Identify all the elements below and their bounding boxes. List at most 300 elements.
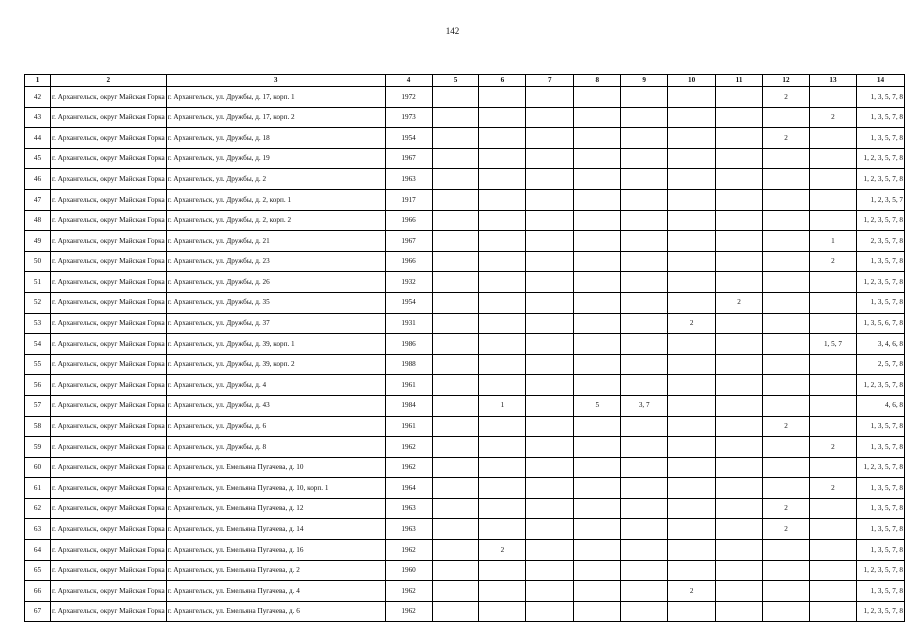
table-cell-col-5 — [432, 354, 479, 375]
table-cell-col-1: 59 — [25, 437, 51, 458]
table-cell-col-12 — [763, 169, 810, 190]
table-cell-col-2: г. Архангельск, округ Майская Горка — [50, 87, 166, 108]
table-cell-col-13 — [809, 395, 856, 416]
table-row — [25, 169, 905, 190]
table-cell-col-13 — [809, 498, 856, 519]
table-cell-col-14: 1, 3, 5, 7, 8 — [856, 87, 904, 108]
table-cell-col-14: 1, 3, 5, 7, 8 — [856, 498, 904, 519]
table-cell-col-10 — [668, 395, 716, 416]
table-cell-col-5 — [432, 128, 479, 149]
table-cell-col-4: 1984 — [385, 395, 432, 416]
table-cell-col-4: 1967 — [385, 231, 432, 252]
table-cell-col-9 — [621, 375, 668, 396]
table-cell-col-4: 1960 — [385, 560, 432, 581]
column-header-8: 8 — [574, 75, 621, 87]
table-cell-col-13: 2 — [809, 107, 856, 128]
table-cell-col-11 — [716, 210, 763, 231]
table-cell-col-6: 1 — [479, 395, 526, 416]
table-cell-col-7 — [526, 581, 574, 602]
table-cell-col-14: 1, 3, 5, 7, 8 — [856, 292, 904, 313]
table-cell-col-11 — [716, 231, 763, 252]
table-cell-col-2: г. Архангельск, округ Майская Горка — [50, 437, 166, 458]
column-header-3: 3 — [166, 75, 385, 87]
table-cell-col-1: 64 — [25, 540, 51, 561]
table-row — [25, 478, 905, 499]
table-cell-col-13 — [809, 375, 856, 396]
table-cell-col-6: 2 — [479, 540, 526, 561]
table-cell-col-9 — [621, 87, 668, 108]
column-header-12: 12 — [763, 75, 810, 87]
table-row — [25, 148, 905, 169]
table-cell-col-12 — [763, 581, 810, 602]
table-cell-col-3: г. Архангельск, ул. Емельяна Пугачева, д. 4 — [166, 581, 385, 602]
table-cell-col-1: 43 — [25, 107, 51, 128]
table-cell-col-12 — [763, 292, 810, 313]
table-cell-col-9 — [621, 313, 668, 334]
table-cell-col-1: 61 — [25, 478, 51, 499]
table-cell-col-2: г. Архангельск, округ Майская Горка — [50, 334, 166, 355]
table-cell-col-3: г. Архангельск, ул. Емельяна Пугачева, д. 16 — [166, 540, 385, 561]
table-cell-col-7 — [526, 519, 574, 540]
table-cell-col-8 — [574, 498, 621, 519]
table-cell-col-9 — [621, 457, 668, 478]
table-cell-col-12 — [763, 107, 810, 128]
table-cell-col-10 — [668, 272, 716, 293]
table-cell-col-8 — [574, 210, 621, 231]
table-cell-col-2: г. Архангельск, округ Майская Горка — [50, 498, 166, 519]
table-cell-col-14: 1, 2, 3, 5, 7, 8 — [856, 210, 904, 231]
table-cell-col-9 — [621, 251, 668, 272]
table-cell-col-13 — [809, 292, 856, 313]
table-cell-col-8 — [574, 375, 621, 396]
table-cell-col-10 — [668, 560, 716, 581]
table-cell-col-8 — [574, 148, 621, 169]
table-cell-col-3: г. Архангельск, ул. Емельяна Пугачева, д. 6 — [166, 601, 385, 622]
table-cell-col-14: 1, 2, 3, 5, 7, 8 — [856, 169, 904, 190]
table-cell-col-9 — [621, 210, 668, 231]
table-cell-col-12 — [763, 560, 810, 581]
table-cell-col-7 — [526, 128, 574, 149]
table-cell-col-11 — [716, 416, 763, 437]
table-cell-col-6 — [479, 334, 526, 355]
table-cell-col-6 — [479, 272, 526, 293]
table-cell-col-12: 2 — [763, 87, 810, 108]
table-cell-col-14: 4, 6, 8 — [856, 395, 904, 416]
table-cell-col-6 — [479, 354, 526, 375]
table-cell-col-11 — [716, 128, 763, 149]
table-cell-col-1: 67 — [25, 601, 51, 622]
column-header-9: 9 — [621, 75, 668, 87]
table-cell-col-5 — [432, 560, 479, 581]
table-cell-col-13 — [809, 148, 856, 169]
table-cell-col-4: 1954 — [385, 128, 432, 149]
table-cell-col-2: г. Архангельск, округ Майская Горка — [50, 272, 166, 293]
table-cell-col-14: 1, 2, 3, 5, 7, 8 — [856, 148, 904, 169]
table-cell-col-12 — [763, 601, 810, 622]
table-cell-col-12 — [763, 272, 810, 293]
table-cell-col-10 — [668, 148, 716, 169]
table-cell-col-5 — [432, 107, 479, 128]
table-row — [25, 313, 905, 334]
table-cell-col-3: г. Архангельск, ул. Емельяна Пугачева, д. 10 — [166, 457, 385, 478]
table-cell-col-14: 1, 3, 5, 7, 8 — [856, 581, 904, 602]
table-cell-col-5 — [432, 231, 479, 252]
table-cell-col-6 — [479, 375, 526, 396]
table-cell-col-1: 54 — [25, 334, 51, 355]
table-cell-col-6 — [479, 169, 526, 190]
table-cell-col-12 — [763, 313, 810, 334]
table-cell-col-4: 1961 — [385, 375, 432, 396]
table-cell-col-9: 3, 7 — [621, 395, 668, 416]
table-cell-col-6 — [479, 601, 526, 622]
table-cell-col-4: 1967 — [385, 148, 432, 169]
table-cell-col-2: г. Архангельск, округ Майская Горка — [50, 395, 166, 416]
table-cell-col-4: 1932 — [385, 272, 432, 293]
table-cell-col-8 — [574, 87, 621, 108]
table-cell-col-9 — [621, 354, 668, 375]
table-cell-col-1: 52 — [25, 292, 51, 313]
column-header-6: 6 — [479, 75, 526, 87]
table-cell-col-8 — [574, 107, 621, 128]
table-cell-col-7 — [526, 251, 574, 272]
table-cell-col-5 — [432, 519, 479, 540]
table-row — [25, 189, 905, 210]
table-cell-col-8 — [574, 457, 621, 478]
table-cell-col-13 — [809, 581, 856, 602]
table-cell-col-2: г. Архангельск, округ Майская Горка — [50, 128, 166, 149]
table-cell-col-14: 1, 3, 5, 7, 8 — [856, 519, 904, 540]
table-cell-col-14: 1, 3, 5, 7, 8 — [856, 128, 904, 149]
table-row — [25, 437, 905, 458]
table-cell-col-3: г. Архангельск, ул. Дружбы, д. 17, корп. 2 — [166, 107, 385, 128]
table-cell-col-8 — [574, 169, 621, 190]
page-number: 142 — [445, 26, 460, 36]
table-cell-col-9 — [621, 581, 668, 602]
table-cell-col-5 — [432, 272, 479, 293]
table-cell-col-13 — [809, 87, 856, 108]
table-cell-col-9 — [621, 437, 668, 458]
table-cell-col-7 — [526, 457, 574, 478]
table-cell-col-5 — [432, 416, 479, 437]
table-cell-col-9 — [621, 478, 668, 499]
table-cell-col-11 — [716, 148, 763, 169]
table-cell-col-10 — [668, 601, 716, 622]
table-cell-col-12 — [763, 437, 810, 458]
table-row — [25, 334, 905, 355]
table-cell-col-6 — [479, 148, 526, 169]
table-cell-col-4: 1972 — [385, 87, 432, 108]
table-cell-col-11 — [716, 478, 763, 499]
table-cell-col-5 — [432, 540, 479, 561]
table-cell-col-11 — [716, 395, 763, 416]
table-cell-col-1: 53 — [25, 313, 51, 334]
table-cell-col-3: г. Архангельск, ул. Дружбы, д. 21 — [166, 231, 385, 252]
table-cell-col-10 — [668, 251, 716, 272]
table-cell-col-5 — [432, 87, 479, 108]
table-cell-col-7 — [526, 231, 574, 252]
table-cell-col-11 — [716, 107, 763, 128]
table-cell-col-12 — [763, 478, 810, 499]
table-cell-col-2: г. Архангельск, округ Майская Горка — [50, 375, 166, 396]
table-cell-col-3: г. Архангельск, ул. Емельяна Пугачева, д. 2 — [166, 560, 385, 581]
table-cell-col-1: 65 — [25, 560, 51, 581]
table-cell-col-2: г. Архангельск, округ Майская Горка — [50, 107, 166, 128]
table-cell-col-7 — [526, 601, 574, 622]
table-cell-col-13 — [809, 416, 856, 437]
table-cell-col-11 — [716, 251, 763, 272]
table-cell-col-5 — [432, 148, 479, 169]
column-header-2: 2 — [50, 75, 166, 87]
table-cell-col-2: г. Архангельск, округ Майская Горка — [50, 169, 166, 190]
table-cell-col-3: г. Архангельск, ул. Дружбы, д. 8 — [166, 437, 385, 458]
table-cell-col-7 — [526, 272, 574, 293]
table-cell-col-8 — [574, 540, 621, 561]
header-row — [25, 75, 905, 87]
table-cell-col-14: 1, 3, 5, 7, 8 — [856, 251, 904, 272]
table-cell-col-10 — [668, 169, 716, 190]
table-cell-col-14: 2, 3, 5, 7, 8 — [856, 231, 904, 252]
table-cell-col-1: 63 — [25, 519, 51, 540]
table-cell-col-10 — [668, 87, 716, 108]
table-cell-col-1: 60 — [25, 457, 51, 478]
table-cell-col-10 — [668, 231, 716, 252]
table-cell-col-13 — [809, 601, 856, 622]
table-cell-col-12: 2 — [763, 519, 810, 540]
table-cell-col-14: 1, 3, 5, 7, 8 — [856, 437, 904, 458]
table-cell-col-8 — [574, 189, 621, 210]
table-cell-col-12 — [763, 251, 810, 272]
table-cell-col-9 — [621, 540, 668, 561]
table-cell-col-5 — [432, 334, 479, 355]
table-cell-col-12: 2 — [763, 128, 810, 149]
table-cell-col-12 — [763, 231, 810, 252]
table-cell-col-13: 1, 5, 7 — [809, 334, 856, 355]
table-cell-col-4: 1963 — [385, 169, 432, 190]
table-cell-col-1: 46 — [25, 169, 51, 190]
table-cell-col-10 — [668, 334, 716, 355]
table-cell-col-2: г. Архангельск, округ Майская Горка — [50, 148, 166, 169]
table-cell-col-1: 62 — [25, 498, 51, 519]
table-cell-col-1: 66 — [25, 581, 51, 602]
table-cell-col-12 — [763, 354, 810, 375]
table-row — [25, 540, 905, 561]
table-cell-col-8 — [574, 251, 621, 272]
table-cell-col-14: 1, 3, 5, 7, 8 — [856, 416, 904, 437]
table-cell-col-6 — [479, 437, 526, 458]
table-cell-col-10 — [668, 292, 716, 313]
table-cell-col-11: 2 — [716, 292, 763, 313]
table-cell-col-7 — [526, 169, 574, 190]
table-cell-col-7 — [526, 313, 574, 334]
table-cell-col-11 — [716, 581, 763, 602]
table-cell-col-3: г. Архангельск, ул. Дружбы, д. 35 — [166, 292, 385, 313]
table-cell-col-11 — [716, 437, 763, 458]
table-cell-col-8 — [574, 272, 621, 293]
table-cell-col-6 — [479, 416, 526, 437]
table-cell-col-13 — [809, 560, 856, 581]
table-cell-col-10 — [668, 540, 716, 561]
table-cell-col-3: г. Архангельск, ул. Емельяна Пугачева, д. 14 — [166, 519, 385, 540]
table-cell-col-11 — [716, 457, 763, 478]
table-cell-col-5 — [432, 313, 479, 334]
table-cell-col-9 — [621, 272, 668, 293]
table-cell-col-6 — [479, 107, 526, 128]
table-cell-col-1: 48 — [25, 210, 51, 231]
table-cell-col-1: 45 — [25, 148, 51, 169]
table-cell-col-4: 1917 — [385, 189, 432, 210]
table-cell-col-4: 1962 — [385, 581, 432, 602]
table-cell-col-11 — [716, 313, 763, 334]
table-cell-col-2: г. Архангельск, округ Майская Горка — [50, 189, 166, 210]
table-cell-col-1: 57 — [25, 395, 51, 416]
table-cell-col-5 — [432, 395, 479, 416]
table-cell-col-6 — [479, 87, 526, 108]
table-cell-col-11 — [716, 87, 763, 108]
table-row — [25, 87, 905, 108]
table-cell-col-8 — [574, 478, 621, 499]
table-cell-col-11 — [716, 498, 763, 519]
table-cell-col-3: г. Архангельск, ул. Дружбы, д. 39, корп. 2 — [166, 354, 385, 375]
table-cell-col-12: 2 — [763, 498, 810, 519]
table-cell-col-14: 1, 2, 3, 5, 7, 8 — [856, 457, 904, 478]
table-cell-col-2: г. Архангельск, округ Майская Горка — [50, 601, 166, 622]
table-cell-col-4: 1962 — [385, 457, 432, 478]
table-row — [25, 519, 905, 540]
table-cell-col-10 — [668, 107, 716, 128]
table-cell-col-9 — [621, 189, 668, 210]
table-cell-col-8 — [574, 519, 621, 540]
column-header-4: 4 — [385, 75, 432, 87]
table-cell-col-7 — [526, 375, 574, 396]
table-cell-col-3: г. Архангельск, ул. Дружбы, д. 17, корп. 1 — [166, 87, 385, 108]
table-cell-col-8 — [574, 601, 621, 622]
table-row — [25, 601, 905, 622]
column-header-1: 1 — [25, 75, 51, 87]
table-cell-col-3: г. Архангельск, ул. Дружбы, д. 26 — [166, 272, 385, 293]
table-cell-col-13 — [809, 519, 856, 540]
table-cell-col-5 — [432, 251, 479, 272]
table-cell-col-7 — [526, 292, 574, 313]
table-cell-col-11 — [716, 519, 763, 540]
table-cell-col-13 — [809, 313, 856, 334]
table-cell-col-7 — [526, 560, 574, 581]
table-cell-col-1: 42 — [25, 87, 51, 108]
column-header-13: 13 — [809, 75, 856, 87]
table-cell-col-3: г. Архангельск, ул. Дружбы, д. 2 — [166, 169, 385, 190]
table-cell-col-7 — [526, 437, 574, 458]
table-cell-col-2: г. Архангельск, округ Майская Горка — [50, 457, 166, 478]
table-cell-col-6 — [479, 292, 526, 313]
table-cell-col-14: 1, 3, 5, 7, 8 — [856, 107, 904, 128]
table-cell-col-3: г. Архангельск, ул. Емельяна Пугачева, д. 10, корп. 1 — [166, 478, 385, 499]
table-cell-col-1: 49 — [25, 231, 51, 252]
table-cell-col-13 — [809, 169, 856, 190]
table-cell-col-4: 1988 — [385, 354, 432, 375]
table-cell-col-6 — [479, 498, 526, 519]
table-cell-col-4: 1966 — [385, 210, 432, 231]
table-cell-col-9 — [621, 498, 668, 519]
table-cell-col-14: 3, 4, 6, 8 — [856, 334, 904, 355]
table-cell-col-11 — [716, 601, 763, 622]
table-cell-col-11 — [716, 354, 763, 375]
table-cell-col-13 — [809, 272, 856, 293]
table-row — [25, 128, 905, 149]
table-cell-col-7 — [526, 189, 574, 210]
table-cell-col-2: г. Архангельск, округ Майская Горка — [50, 231, 166, 252]
table-cell-col-9 — [621, 107, 668, 128]
table-cell-col-7 — [526, 87, 574, 108]
table-cell-col-10 — [668, 437, 716, 458]
table-cell-col-3: г. Архангельск, ул. Дружбы, д. 4 — [166, 375, 385, 396]
table-cell-col-4: 1954 — [385, 292, 432, 313]
table-cell-col-8 — [574, 354, 621, 375]
table-cell-col-3: г. Архангельск, ул. Дружбы, д. 2, корп. 2 — [166, 210, 385, 231]
table-cell-col-8 — [574, 334, 621, 355]
table-cell-col-10: 2 — [668, 581, 716, 602]
table-cell-col-4: 1962 — [385, 601, 432, 622]
table-row — [25, 581, 905, 602]
table-cell-col-9 — [621, 148, 668, 169]
table-cell-col-12 — [763, 457, 810, 478]
table-cell-col-6 — [479, 457, 526, 478]
table-cell-col-2: г. Архангельск, округ Майская Горка — [50, 292, 166, 313]
table-cell-col-5 — [432, 601, 479, 622]
table-cell-col-13 — [809, 457, 856, 478]
table-cell-col-11 — [716, 189, 763, 210]
table-cell-col-14: 1, 2, 3, 5, 7, 8 — [856, 560, 904, 581]
table-cell-col-4: 1973 — [385, 107, 432, 128]
table-cell-col-5 — [432, 478, 479, 499]
table-row — [25, 354, 905, 375]
table-cell-col-13: 2 — [809, 251, 856, 272]
table-cell-col-1: 55 — [25, 354, 51, 375]
table-cell-col-6 — [479, 210, 526, 231]
column-header-10: 10 — [668, 75, 716, 87]
table-cell-col-11 — [716, 334, 763, 355]
table-cell-col-13: 2 — [809, 437, 856, 458]
table-cell-col-4: 1931 — [385, 313, 432, 334]
table-row — [25, 272, 905, 293]
table-cell-col-4: 1986 — [385, 334, 432, 355]
table-row — [25, 416, 905, 437]
table-cell-col-3: г. Архангельск, ул. Дружбы, д. 19 — [166, 148, 385, 169]
table-cell-col-10 — [668, 354, 716, 375]
table-cell-col-10 — [668, 519, 716, 540]
table-cell-col-7 — [526, 148, 574, 169]
table-cell-col-10 — [668, 189, 716, 210]
table-cell-col-3: г. Архангельск, ул. Дружбы, д. 37 — [166, 313, 385, 334]
table-cell-col-5 — [432, 292, 479, 313]
table-cell-col-11 — [716, 375, 763, 396]
table-cell-col-8 — [574, 581, 621, 602]
table-cell-col-7 — [526, 416, 574, 437]
column-header-11: 11 — [716, 75, 763, 87]
table-cell-col-9 — [621, 334, 668, 355]
table-cell-col-7 — [526, 540, 574, 561]
table-cell-col-13 — [809, 210, 856, 231]
table-cell-col-8 — [574, 128, 621, 149]
table-cell-col-1: 47 — [25, 189, 51, 210]
table-cell-col-6 — [479, 251, 526, 272]
table-cell-col-1: 44 — [25, 128, 51, 149]
table-cell-col-14: 2, 5, 7, 8 — [856, 354, 904, 375]
table-cell-col-10 — [668, 457, 716, 478]
table-cell-col-8 — [574, 313, 621, 334]
table-cell-col-9 — [621, 519, 668, 540]
table-cell-col-1: 50 — [25, 251, 51, 272]
table-cell-col-4: 1963 — [385, 519, 432, 540]
table-body — [25, 87, 905, 622]
